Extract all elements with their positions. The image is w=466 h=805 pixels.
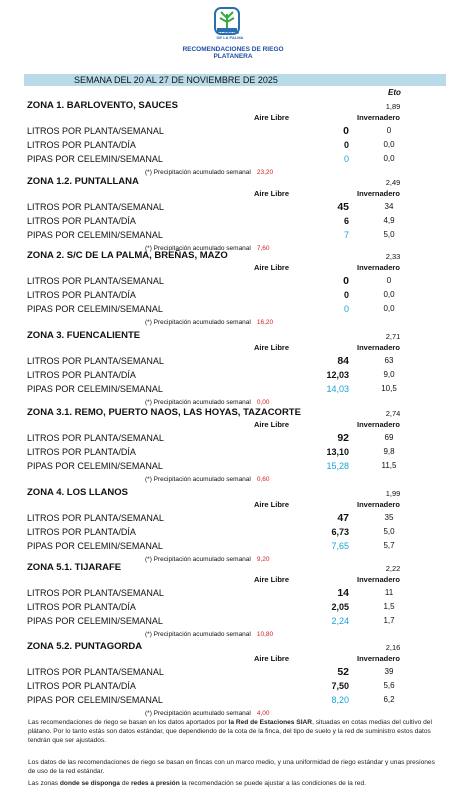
header-title-line1: RECOMENDACIONES DE RIEGO — [182, 46, 284, 53]
invernadero-value: 0 — [386, 126, 392, 135]
data-row — [27, 384, 442, 396]
zone-eto-value: 1,89 — [385, 102, 401, 111]
precipitation-value: 23,20 — [256, 169, 274, 176]
col-header-invernadero: Invernadero — [357, 654, 400, 663]
col-header-invernadero: Invernadero — [357, 189, 400, 198]
zone-title: ZONA 1.2. PUNTALLANA — [27, 176, 139, 187]
precipitation-label: (*) Precipitación acumulado semanal — [145, 319, 251, 326]
precipitation-label: (*) Precipitación acumulado semanal — [145, 245, 251, 252]
header-title-line2: PLATANERA — [213, 53, 253, 60]
precipitation-note — [145, 169, 273, 176]
col-header-invernadero: Invernadero — [357, 500, 400, 509]
col-header-aire-libre: Aire Libre — [254, 420, 290, 429]
invernadero-value: 35 — [384, 513, 394, 522]
aire-libre-value: 45 — [337, 201, 349, 213]
invernadero-value: 63 — [384, 356, 394, 365]
row-label: LITROS POR PLANTA/DÍA — [27, 447, 136, 457]
col-header-aire-libre: Aire Libre — [254, 113, 290, 122]
data-row — [27, 154, 442, 166]
zone-eto-value: 2,71 — [385, 332, 401, 341]
zone-title: ZONA 1. BARLOVENTO, SAUCES — [27, 100, 178, 111]
aire-libre-value: 8,20 — [331, 695, 349, 705]
precipitation-note — [145, 710, 270, 717]
row-label: LITROS POR PLANTA/SEMANAL — [27, 126, 164, 136]
precipitation-value: 7,60 — [256, 245, 270, 252]
zone-eto-value: 2,74 — [385, 409, 401, 418]
row-label: PIPAS POR CELEMIN/SEMANAL — [27, 304, 163, 314]
row-label: LITROS POR PLANTA/DÍA — [27, 602, 136, 612]
invernadero-value: 5,7 — [383, 541, 395, 550]
invernadero-value: 0,0 — [383, 154, 395, 163]
col-header-aire-libre: Aire Libre — [254, 189, 290, 198]
data-row — [27, 290, 442, 302]
zone-title: ZONA 2. S/C DE LA PALMA, BREÑAS, MAZO — [27, 250, 228, 261]
row-label: LITROS POR PLANTA/SEMANAL — [27, 202, 164, 212]
invernadero-value: 10,5 — [381, 384, 397, 393]
data-row — [27, 304, 442, 316]
invernadero-value: 34 — [384, 202, 394, 211]
row-label: PIPAS POR CELEMIN/SEMANAL — [27, 461, 163, 471]
data-row — [27, 370, 442, 382]
row-label: LITROS POR PLANTA/DÍA — [27, 681, 136, 691]
week-banner: SEMANA DEL 20 AL 27 DE NOVIEMBRE DE 2025 — [24, 74, 446, 86]
data-row — [27, 461, 442, 473]
aire-libre-value: 15,28 — [326, 461, 349, 471]
col-header-aire-libre: Aire Libre — [254, 575, 290, 584]
aire-libre-value: 6,73 — [331, 527, 349, 537]
invernadero-value: 0 — [386, 276, 392, 285]
zone-title: ZONA 3.1. REMO, PUERTO NAOS, LAS HOYAS, TAZACORTE — [27, 407, 301, 418]
precipitation-label: (*) Precipitación acumulado semanal — [145, 710, 251, 717]
zone-eto-value: 2,16 — [385, 643, 401, 652]
invernadero-value: 11,5 — [381, 461, 397, 470]
aire-libre-value: 14 — [337, 587, 349, 599]
aire-libre-value: 0 — [343, 304, 349, 314]
data-row — [27, 513, 442, 525]
aire-libre-value: 52 — [337, 666, 349, 678]
aire-libre-value: 14,03 — [326, 384, 349, 394]
col-header-invernadero: Invernadero — [357, 113, 400, 122]
aire-libre-value: 0 — [343, 154, 349, 164]
invernadero-value: 0,0 — [383, 304, 395, 313]
row-label: LITROS POR PLANTA/SEMANAL — [27, 433, 164, 443]
col-header-invernadero: Invernadero — [357, 420, 400, 429]
data-row — [27, 433, 442, 445]
aire-libre-value: 0 — [343, 125, 349, 137]
invernadero-value: 4,9 — [383, 216, 395, 225]
col-header-aire-libre: Aire Libre — [254, 263, 290, 272]
precipitation-value: 16,20 — [256, 319, 274, 326]
invernadero-value: 6,2 — [383, 695, 395, 704]
aire-libre-value: 2,05 — [331, 602, 349, 612]
col-header-invernadero: Invernadero — [357, 343, 400, 352]
precipitation-note — [145, 476, 270, 483]
footer-note-1: Las recomendaciones de riego se basan en los datos aportados por la Red de Estaciones SIAR, situadas en cotas medias del cultivo del plátano. Por lo tanto estás son datos estándar, que dependiendo de la cota de la finca, del tipo de suelo y la red de suministro estos datos tendrán que ser ajustados. — [28, 719, 432, 744]
row-label: PIPAS POR CELEMIN/SEMANAL — [27, 616, 163, 626]
row-label: LITROS POR PLANTA/DÍA — [27, 370, 136, 380]
data-row — [27, 695, 442, 707]
footer-note-2: Los datos de las recomendaciones de riego se basan en fincas con un marco medio, y una uniformidad de riego estándar y unas presiones de uso de la red estándar. — [28, 759, 435, 775]
precipitation-label: (*) Precipitación acumulado semanal — [145, 476, 251, 483]
zone-title: ZONA 5.1. TIJARAFE — [27, 562, 122, 573]
data-row — [27, 216, 442, 228]
data-row — [27, 447, 442, 459]
aire-libre-value: 92 — [337, 432, 349, 444]
aire-libre-value: 7 — [343, 230, 349, 240]
cabildo-logo-icon — [212, 6, 242, 46]
invernadero-value: 5,0 — [383, 527, 395, 536]
data-row — [27, 602, 442, 614]
data-row — [27, 126, 442, 138]
data-row — [27, 667, 442, 679]
row-label: PIPAS POR CELEMIN/SEMANAL — [27, 384, 163, 394]
row-label: LITROS POR PLANTA/SEMANAL — [27, 356, 164, 366]
footer-note-3: Las zonas donde se disponga de redes a presión la recomendación se puede ajustar a las condiciones de la red. — [28, 780, 366, 787]
precipitation-note — [145, 631, 273, 638]
invernadero-value: 5,0 — [383, 230, 395, 239]
aire-libre-value: 6 — [343, 216, 349, 226]
aire-libre-value: 7,50 — [331, 681, 349, 691]
eto-header: Eto — [388, 88, 401, 97]
col-header-aire-libre: Aire Libre — [254, 654, 290, 663]
precipitation-value: 4,00 — [256, 710, 270, 717]
precipitation-value: 0,60 — [256, 476, 270, 483]
invernadero-value: 1,7 — [383, 616, 395, 625]
aire-libre-value: 0 — [343, 140, 349, 150]
aire-libre-value: 0 — [343, 290, 349, 300]
precipitation-label: (*) Precipitación acumulado semanal — [145, 399, 251, 406]
precipitation-value: 10,80 — [256, 631, 274, 638]
row-label: LITROS POR PLANTA/DÍA — [27, 140, 136, 150]
row-label: LITROS POR PLANTA/DÍA — [27, 216, 136, 226]
invernadero-value: 0,0 — [383, 140, 395, 149]
row-label: LITROS POR PLANTA/SEMANAL — [27, 667, 164, 677]
row-label: PIPAS POR CELEMIN/SEMANAL — [27, 230, 163, 240]
data-row — [27, 140, 442, 152]
header — [0, 0, 466, 70]
row-label: LITROS POR PLANTA/SEMANAL — [27, 513, 164, 523]
row-label: LITROS POR PLANTA/SEMANAL — [27, 588, 164, 598]
zone-eto-value: 2,49 — [385, 178, 401, 187]
data-row — [27, 276, 442, 288]
logo-text: CABILDO DE LA PALMA — [216, 30, 244, 40]
invernadero-value: 11 — [384, 588, 394, 597]
invernadero-value: 9,0 — [383, 370, 395, 379]
col-header-aire-libre: Aire Libre — [254, 343, 290, 352]
precipitation-note — [145, 556, 270, 563]
aire-libre-value: 84 — [337, 355, 349, 367]
invernadero-value: 1,5 — [383, 602, 395, 611]
row-label: LITROS POR PLANTA/DÍA — [27, 527, 136, 537]
precipitation-label: (*) Precipitación acumulado semanal — [145, 169, 251, 176]
invernadero-value: 69 — [384, 433, 394, 442]
precipitation-value: 9,20 — [256, 556, 270, 563]
row-label: PIPAS POR CELEMIN/SEMANAL — [27, 154, 163, 164]
row-label: PIPAS POR CELEMIN/SEMANAL — [27, 695, 163, 705]
precipitation-label: (*) Precipitación acumulado semanal — [145, 556, 251, 563]
aire-libre-value: 13,10 — [326, 447, 349, 457]
data-row — [27, 681, 442, 693]
col-header-aire-libre: Aire Libre — [254, 500, 290, 509]
invernadero-value: 9,8 — [383, 447, 395, 456]
col-header-invernadero: Invernadero — [357, 575, 400, 584]
invernadero-value: 39 — [384, 667, 394, 676]
invernadero-value: 5,6 — [383, 681, 395, 690]
row-label: LITROS POR PLANTA/SEMANAL — [27, 276, 164, 286]
zone-eto-value: 2,33 — [385, 252, 401, 261]
zone-title: ZONA 5.2. PUNTAGORDA — [27, 641, 143, 652]
precipitation-note — [145, 319, 273, 326]
invernadero-value: 0,0 — [383, 290, 395, 299]
precipitation-label: (*) Precipitación acumulado semanal — [145, 631, 251, 638]
zone-eto-value: 1,99 — [385, 489, 401, 498]
data-row — [27, 202, 442, 214]
row-label: LITROS POR PLANTA/DÍA — [27, 290, 136, 300]
aire-libre-value: 47 — [337, 512, 349, 524]
row-label: PIPAS POR CELEMIN/SEMANAL — [27, 541, 163, 551]
precipitation-value: 0,00 — [256, 399, 270, 406]
data-row — [27, 527, 442, 539]
data-row — [27, 230, 442, 242]
precipitation-note — [145, 399, 270, 406]
aire-libre-value: 0 — [343, 275, 349, 287]
data-row — [27, 356, 442, 368]
data-row — [27, 541, 442, 553]
zone-title: ZONA 3. FUENCALIENTE — [27, 330, 141, 341]
aire-libre-value: 2,24 — [331, 616, 349, 626]
data-row — [27, 616, 442, 628]
data-row — [27, 588, 442, 600]
aire-libre-value: 7,65 — [331, 541, 349, 551]
aire-libre-value: 12,03 — [326, 370, 349, 380]
zone-title: ZONA 4. LOS LLANOS — [27, 487, 128, 498]
col-header-invernadero: Invernadero — [357, 263, 400, 272]
zone-eto-value: 2,22 — [385, 564, 401, 573]
